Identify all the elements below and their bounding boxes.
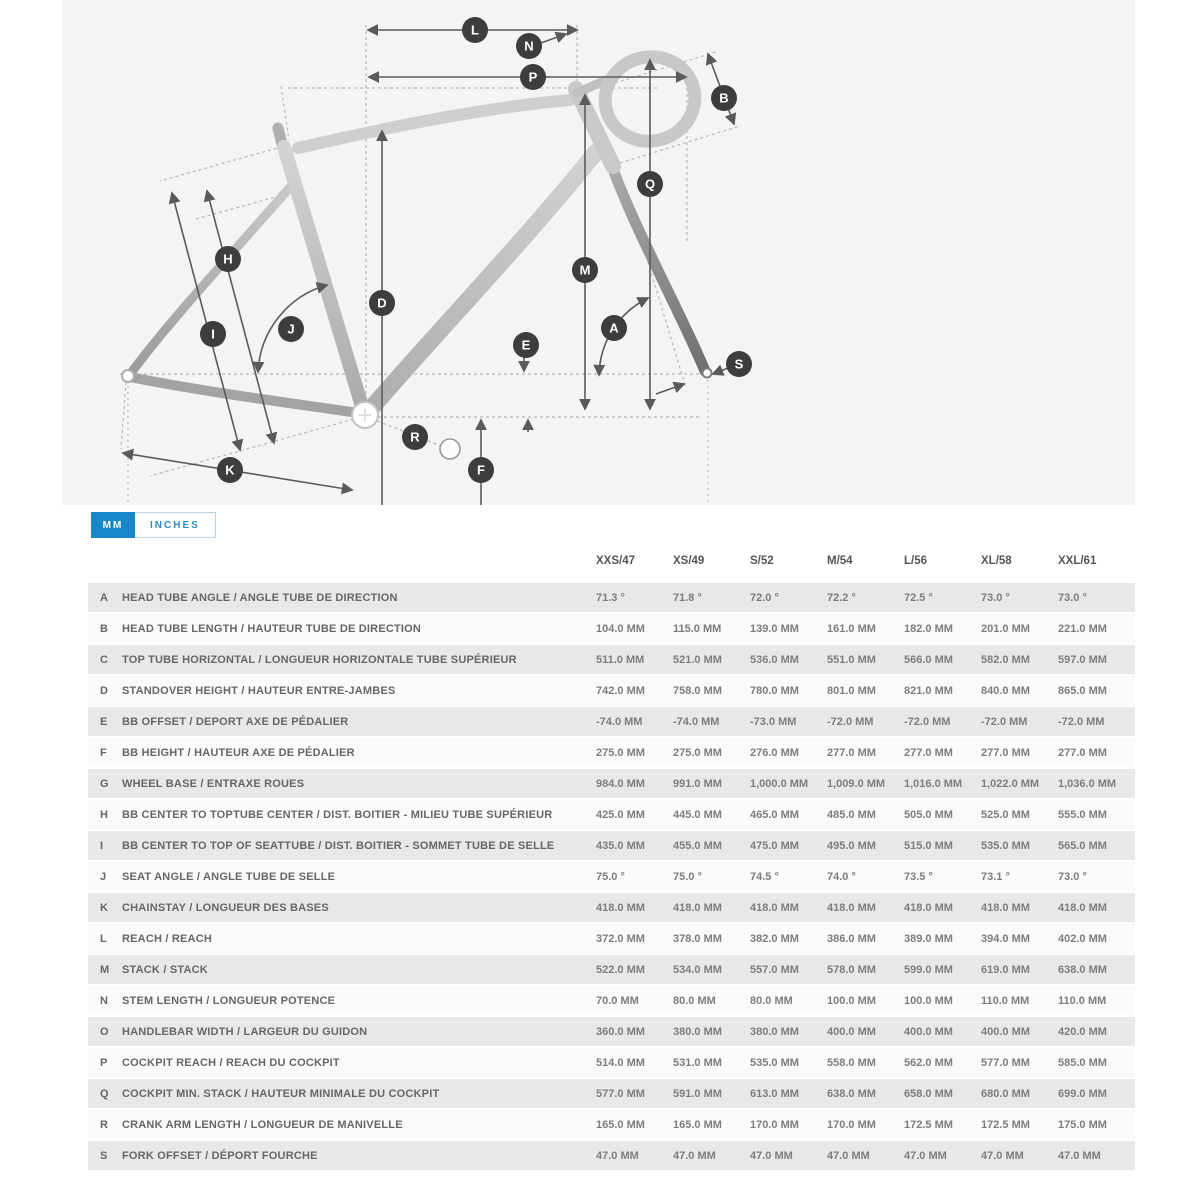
row-label: TOP TUBE HORIZONTAL / LONGUEUR HORIZONTALE TUBE SUPÉRIEUR <box>122 653 517 666</box>
row-label: HEAD TUBE LENGTH / HAUTEUR TUBE DE DIRECTION <box>122 622 422 635</box>
row-value: 613.0 MM <box>750 1087 799 1100</box>
geometry-row-A <box>88 583 1135 614</box>
svg-text:N: N <box>524 38 534 54</box>
svg-text:S: S <box>734 356 744 372</box>
row-value: 389.0 MM <box>904 932 953 945</box>
row-value: 71.8 ° <box>673 591 702 604</box>
geometry-row-L <box>88 924 1135 955</box>
row-value: 110.0 MM <box>981 994 1030 1007</box>
svg-text:F: F <box>477 462 485 478</box>
row-letter: K <box>100 901 108 914</box>
row-letter: B <box>100 622 108 635</box>
geometry-row-P <box>88 1048 1135 1079</box>
row-value: 182.0 MM <box>904 622 953 635</box>
row-value: 72.2 ° <box>827 591 856 604</box>
badge-F <box>468 457 494 483</box>
row-value: -73.0 MM <box>750 715 797 728</box>
row-value: 658.0 MM <box>904 1087 953 1100</box>
row-value: 161.0 MM <box>827 622 876 635</box>
geometry-rows <box>88 583 1135 1172</box>
badge-E <box>513 332 539 358</box>
row-value: 100.0 MM <box>904 994 953 1007</box>
row-value: 577.0 MM <box>981 1056 1030 1069</box>
row-value: 525.0 MM <box>981 808 1030 821</box>
row-value: 73.5 ° <box>904 870 933 883</box>
row-value: 1,016.0 MM <box>904 777 963 790</box>
row-value: 70.0 MM <box>596 994 639 1007</box>
row-value: 277.0 MM <box>1058 746 1107 759</box>
row-value: 276.0 MM <box>750 746 799 759</box>
geometry-row-I <box>88 831 1135 862</box>
row-letter: P <box>100 1056 108 1069</box>
row-value: 360.0 MM <box>596 1025 645 1038</box>
badge-R <box>402 424 428 450</box>
badge-S <box>726 351 752 377</box>
badge-A <box>601 315 627 341</box>
inches-button[interactable]: INCHES <box>135 512 216 538</box>
row-value: 425.0 MM <box>596 808 645 821</box>
row-value: -72.0 MM <box>827 715 874 728</box>
row-value: 201.0 MM <box>981 622 1030 635</box>
badge-Q <box>637 171 663 197</box>
geometry-row-C <box>88 645 1135 676</box>
svg-text:M: M <box>579 262 591 278</box>
geometry-row-H <box>88 800 1135 831</box>
row-label: STEM LENGTH / LONGUEUR POTENCE <box>122 994 336 1007</box>
geometry-table <box>88 546 1135 1172</box>
row-value: 277.0 MM <box>981 746 1030 759</box>
row-value: 277.0 MM <box>904 746 953 759</box>
row-value: 445.0 MM <box>673 808 722 821</box>
row-letter: F <box>100 746 107 759</box>
row-label: BB CENTER TO TOP OF SEATTUBE / DIST. BOITIER - SOMMET TUBE DE SELLE <box>122 839 555 852</box>
row-value: 485.0 MM <box>827 808 876 821</box>
size-column-header: XXL/61 <box>1058 555 1097 567</box>
row-letter: N <box>100 994 108 1007</box>
svg-text:D: D <box>377 295 387 311</box>
svg-text:A: A <box>609 320 619 336</box>
geometry-row-M <box>88 955 1135 986</box>
row-value: -74.0 MM <box>673 715 720 728</box>
row-value: 599.0 MM <box>904 963 953 976</box>
row-value: 619.0 MM <box>981 963 1030 976</box>
row-label: BB OFFSET / DEPORT AXE DE PÉDALIER <box>122 715 349 728</box>
row-value: 165.0 MM <box>596 1118 645 1131</box>
row-value: 840.0 MM <box>981 684 1030 697</box>
row-value: 505.0 MM <box>904 808 953 821</box>
row-value: 511.0 MM <box>596 653 645 666</box>
row-letter: S <box>100 1149 108 1162</box>
row-value: 47.0 MM <box>981 1149 1024 1162</box>
row-value: 170.0 MM <box>750 1118 799 1131</box>
svg-text:P: P <box>528 69 538 85</box>
row-value: 557.0 MM <box>750 963 799 976</box>
row-label: WHEEL BASE / ENTRAXE ROUES <box>122 777 305 790</box>
row-value: -74.0 MM <box>596 715 643 728</box>
row-value: 372.0 MM <box>596 932 645 945</box>
svg-text:J: J <box>287 321 295 337</box>
row-value: 418.0 MM <box>904 901 953 914</box>
row-value: 558.0 MM <box>827 1056 876 1069</box>
geometry-row-K <box>88 893 1135 924</box>
size-column-header: XL/58 <box>981 555 1012 567</box>
row-value: 75.0 ° <box>673 870 702 883</box>
row-value: 74.5 ° <box>750 870 779 883</box>
row-value: 420.0 MM <box>1058 1025 1107 1038</box>
size-column-header: L/56 <box>904 555 928 567</box>
badge-N <box>516 33 542 59</box>
pedal-circle <box>440 439 460 459</box>
row-value: 591.0 MM <box>673 1087 722 1100</box>
row-value: 73.1 ° <box>981 870 1010 883</box>
row-label: SEAT ANGLE / ANGLE TUBE DE SELLE <box>122 870 336 883</box>
row-label: BB CENTER TO TOPTUBE CENTER / DIST. BOITIER - MILIEU TUBE SUPÉRIEUR <box>122 808 553 821</box>
badge-P <box>520 64 546 90</box>
svg-text:R: R <box>410 429 420 445</box>
row-value: 378.0 MM <box>673 932 722 945</box>
row-value: 597.0 MM <box>1058 653 1107 666</box>
row-value: 72.0 ° <box>750 591 779 604</box>
geometry-row-Q <box>88 1079 1135 1110</box>
row-letter: I <box>100 839 104 852</box>
row-letter: H <box>100 808 108 821</box>
row-value: -72.0 MM <box>904 715 951 728</box>
row-value: 821.0 MM <box>904 684 953 697</box>
row-value: 402.0 MM <box>1058 932 1107 945</box>
row-value: 47.0 MM <box>596 1149 639 1162</box>
geometry-row-D <box>88 676 1135 707</box>
svg-text:E: E <box>521 337 531 353</box>
row-letter: D <box>100 684 108 697</box>
row-label: HEAD TUBE ANGLE / ANGLE TUBE DE DIRECTION <box>122 591 398 604</box>
row-value: 418.0 MM <box>981 901 1030 914</box>
row-value: 1,036.0 MM <box>1058 777 1117 790</box>
badge-J <box>278 316 304 342</box>
row-letter: L <box>100 932 107 945</box>
row-letter: G <box>100 777 109 790</box>
row-value: 139.0 MM <box>750 622 799 635</box>
badge-H <box>215 246 241 272</box>
size-column-header: XS/49 <box>673 555 705 567</box>
row-value: 562.0 MM <box>904 1056 953 1069</box>
row-label: BB HEIGHT / HAUTEUR AXE DE PÉDALIER <box>122 746 355 759</box>
size-column-header: S/52 <box>750 555 774 567</box>
row-value: 100.0 MM <box>827 994 876 1007</box>
svg-text:L: L <box>471 22 479 38</box>
row-value: 565.0 MM <box>1058 839 1107 852</box>
row-letter: Q <box>100 1087 109 1100</box>
row-value: 400.0 MM <box>827 1025 876 1038</box>
row-value: 991.0 MM <box>673 777 722 790</box>
row-value: 72.5 ° <box>904 591 933 604</box>
row-value: 277.0 MM <box>827 746 876 759</box>
row-letter: O <box>100 1025 109 1038</box>
row-value: 172.5 MM <box>904 1118 953 1131</box>
row-value: 758.0 MM <box>673 684 722 697</box>
row-value: 514.0 MM <box>596 1056 645 1069</box>
badge-K <box>217 457 243 483</box>
geometry-row-E <box>88 707 1135 738</box>
row-value: 578.0 MM <box>827 963 876 976</box>
row-label: CRANK ARM LENGTH / LONGUEUR DE MANIVELLE <box>122 1118 403 1131</box>
mm-button[interactable]: MM <box>91 512 135 538</box>
row-value: 172.5 MM <box>981 1118 1030 1131</box>
row-value: 577.0 MM <box>596 1087 645 1100</box>
row-letter: J <box>100 870 107 883</box>
row-value: 435.0 MM <box>596 839 645 852</box>
size-header-row <box>88 546 1135 583</box>
bike-frame-drawing <box>0 0 1200 505</box>
row-value: 73.0 ° <box>1058 591 1087 604</box>
row-value: 455.0 MM <box>673 839 722 852</box>
row-value: 47.0 MM <box>904 1149 947 1162</box>
rear-dropout <box>122 370 134 382</box>
svg-text:Q: Q <box>644 176 656 192</box>
row-value: 551.0 MM <box>827 653 876 666</box>
row-label: HANDLEBAR WIDTH / LARGEUR DU GUIDON <box>122 1025 368 1038</box>
row-value: 1,000.0 MM <box>750 777 809 790</box>
row-value: 170.0 MM <box>827 1118 876 1131</box>
row-label: STACK / STACK <box>122 963 208 976</box>
row-letter: E <box>100 715 108 728</box>
row-value: -72.0 MM <box>1058 715 1105 728</box>
row-value: 382.0 MM <box>750 932 799 945</box>
geometry-row-N <box>88 986 1135 1017</box>
row-value: 418.0 MM <box>1058 901 1107 914</box>
row-value: 1,022.0 MM <box>981 777 1040 790</box>
row-value: 521.0 MM <box>673 653 722 666</box>
row-value: 566.0 MM <box>904 653 953 666</box>
geometry-row-O <box>88 1017 1135 1048</box>
size-column-header: M/54 <box>827 555 853 567</box>
row-value: 47.0 MM <box>673 1149 716 1162</box>
row-value: 475.0 MM <box>750 839 799 852</box>
row-value: 699.0 MM <box>1058 1087 1107 1100</box>
row-value: 47.0 MM <box>1058 1149 1101 1162</box>
row-letter: C <box>100 653 108 666</box>
badge-L <box>462 17 488 43</box>
row-value: 80.0 MM <box>673 994 716 1007</box>
geometry-row-B <box>88 614 1135 645</box>
row-value: 465.0 MM <box>750 808 799 821</box>
row-value: 638.0 MM <box>1058 963 1107 976</box>
row-value: 780.0 MM <box>750 684 799 697</box>
row-value: 104.0 MM <box>596 622 645 635</box>
row-value: 585.0 MM <box>1058 1056 1107 1069</box>
svg-text:I: I <box>211 326 215 342</box>
row-value: 495.0 MM <box>827 839 876 852</box>
row-value: 535.0 MM <box>981 839 1030 852</box>
row-value: 275.0 MM <box>673 746 722 759</box>
svg-text:K: K <box>225 462 235 478</box>
svg-text:H: H <box>223 251 233 267</box>
unit-toggle <box>91 512 216 538</box>
row-value: 418.0 MM <box>673 901 722 914</box>
row-letter: A <box>100 591 108 604</box>
row-value: 531.0 MM <box>673 1056 722 1069</box>
row-value: 515.0 MM <box>904 839 953 852</box>
geometry-diagram <box>0 0 1200 505</box>
row-letter: M <box>100 963 110 976</box>
row-value: 47.0 MM <box>827 1149 870 1162</box>
row-value: 418.0 MM <box>596 901 645 914</box>
row-letter: R <box>100 1118 108 1131</box>
row-value: 275.0 MM <box>596 746 645 759</box>
badge-M <box>572 257 598 283</box>
row-value: 535.0 MM <box>750 1056 799 1069</box>
row-value: 680.0 MM <box>981 1087 1030 1100</box>
row-value: 110.0 MM <box>1058 994 1107 1007</box>
front-dropout <box>703 369 712 378</box>
geometry-row-F <box>88 738 1135 769</box>
badge-B <box>711 85 737 111</box>
row-value: 418.0 MM <box>750 901 799 914</box>
row-value: 638.0 MM <box>827 1087 876 1100</box>
row-value: 115.0 MM <box>673 622 722 635</box>
row-label: STANDOVER HEIGHT / HAUTEUR ENTRE-JAMBES <box>122 684 396 697</box>
row-value: 380.0 MM <box>750 1025 799 1038</box>
row-value: 380.0 MM <box>673 1025 722 1038</box>
badge-D <box>369 290 395 316</box>
row-value: -72.0 MM <box>981 715 1028 728</box>
row-value: 865.0 MM <box>1058 684 1107 697</box>
badge-I <box>200 321 226 347</box>
row-value: 522.0 MM <box>596 963 645 976</box>
row-value: 47.0 MM <box>750 1149 793 1162</box>
row-value: 536.0 MM <box>750 653 799 666</box>
row-value: 801.0 MM <box>827 684 876 697</box>
row-value: 984.0 MM <box>596 777 645 790</box>
row-value: 400.0 MM <box>904 1025 953 1038</box>
size-column-header: XXS/47 <box>596 555 635 567</box>
row-value: 534.0 MM <box>673 963 722 976</box>
row-value: 582.0 MM <box>981 653 1030 666</box>
row-label: FORK OFFSET / DÉPORT FOURCHE <box>122 1149 318 1162</box>
geometry-row-J <box>88 862 1135 893</box>
row-value: 73.0 ° <box>981 591 1010 604</box>
geometry-row-R <box>88 1110 1135 1141</box>
row-value: 165.0 MM <box>673 1118 722 1131</box>
row-value: 221.0 MM <box>1058 622 1107 635</box>
row-value: 175.0 MM <box>1058 1118 1107 1131</box>
svg-text:B: B <box>719 90 729 106</box>
row-value: 418.0 MM <box>827 901 876 914</box>
row-value: 742.0 MM <box>596 684 645 697</box>
row-label: REACH / REACH <box>122 932 212 945</box>
row-value: 73.0 ° <box>1058 870 1087 883</box>
row-label: COCKPIT REACH / REACH DU COCKPIT <box>122 1056 340 1069</box>
row-value: 74.0 ° <box>827 870 856 883</box>
row-label: COCKPIT MIN. STACK / HAUTEUR MINIMALE DU COCKPIT <box>122 1087 440 1100</box>
row-value: 75.0 ° <box>596 870 625 883</box>
row-value: 555.0 MM <box>1058 808 1107 821</box>
row-value: 386.0 MM <box>827 932 876 945</box>
row-value: 80.0 MM <box>750 994 793 1007</box>
geometry-row-G <box>88 769 1135 800</box>
geometry-row-S <box>88 1141 1135 1172</box>
row-value: 394.0 MM <box>981 932 1030 945</box>
row-value: 400.0 MM <box>981 1025 1030 1038</box>
row-value: 71.3 ° <box>596 591 625 604</box>
row-value: 1,009.0 MM <box>827 777 886 790</box>
row-label: CHAINSTAY / LONGUEUR DES BASES <box>122 901 329 914</box>
